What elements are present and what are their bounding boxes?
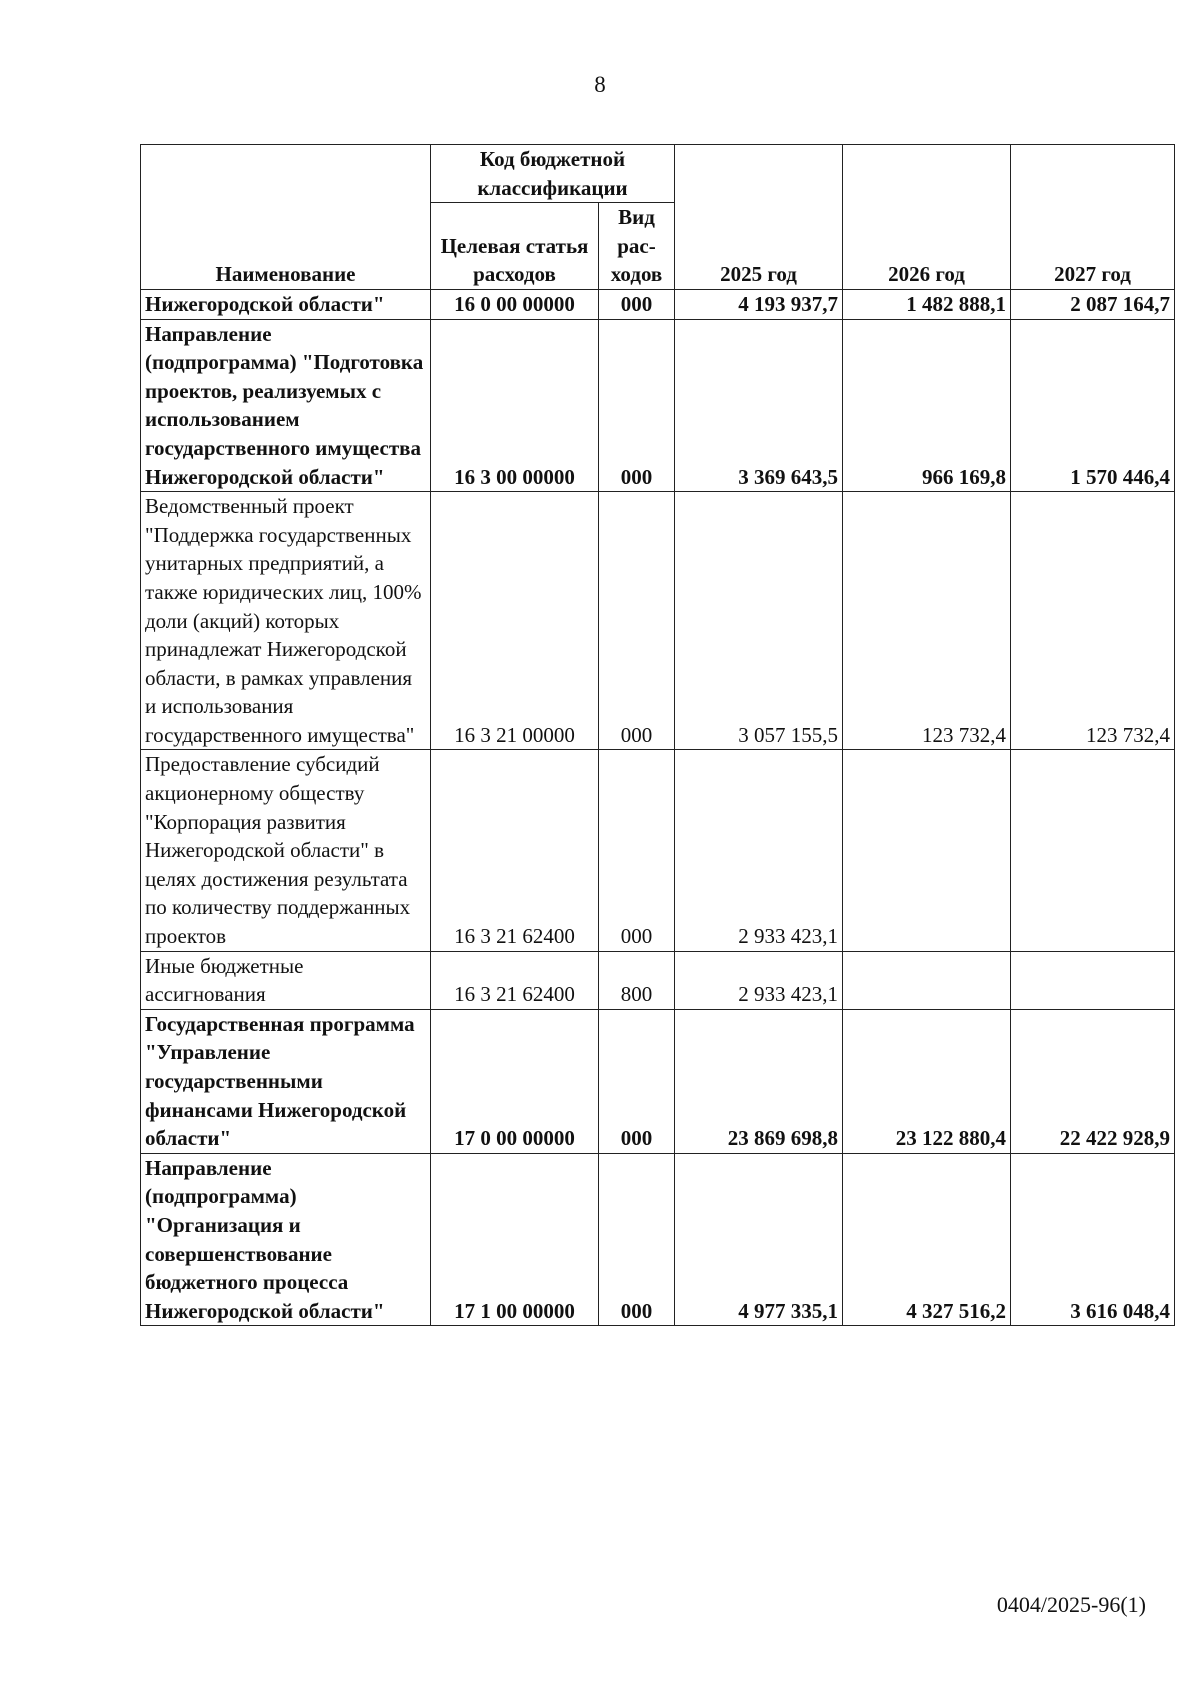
row-name: Нижегородской области" <box>141 289 431 319</box>
row-type-code: 000 <box>599 750 675 951</box>
table-row <box>141 1009 1175 1153</box>
table-row <box>141 319 1175 492</box>
row-2025: 4 977 335,1 <box>675 1153 843 1326</box>
row-type-code: 000 <box>599 1153 675 1326</box>
row-name: Иные бюджетные ассигнования <box>141 951 431 1009</box>
row-2027: 2 087 164,7 <box>1011 289 1175 319</box>
row-2025: 3 057 155,5 <box>675 492 843 750</box>
row-2027: 3 616 048,4 <box>1011 1153 1175 1326</box>
row-2027 <box>1011 951 1175 1009</box>
row-2025: 2 933 423,1 <box>675 750 843 951</box>
row-2025: 4 193 937,7 <box>675 289 843 319</box>
row-2026: 4 327 516,2 <box>843 1153 1011 1326</box>
header-2026: 2026 год <box>843 145 1011 290</box>
row-target-code: 16 0 00 00000 <box>431 289 599 319</box>
row-2026 <box>843 750 1011 951</box>
row-2025: 23 869 698,8 <box>675 1009 843 1153</box>
row-2025: 2 933 423,1 <box>675 951 843 1009</box>
table-row <box>141 492 1175 750</box>
page-number: 8 <box>594 72 606 97</box>
row-target-code: 17 0 00 00000 <box>431 1009 599 1153</box>
row-2025: 3 369 643,5 <box>675 319 843 492</box>
row-2027: 123 732,4 <box>1011 492 1175 750</box>
row-target-code: 16 3 00 00000 <box>431 319 599 492</box>
row-name: Направление (подпрограмма) "Подготовка проектов, реализуемых с использованием государственного имущества Нижегородской области" <box>141 319 431 492</box>
header-2027: 2027 год <box>1011 145 1175 290</box>
table-row <box>141 750 1175 951</box>
header-2025: 2025 год <box>675 145 843 290</box>
row-target-code: 16 3 21 62400 <box>431 951 599 1009</box>
row-2027: 1 570 446,4 <box>1011 319 1175 492</box>
document-code: 0404/2025-96(1) <box>996 1592 1146 1617</box>
row-2026: 123 732,4 <box>843 492 1011 750</box>
header-row-1 <box>141 145 1175 203</box>
row-type-code: 800 <box>599 951 675 1009</box>
row-2026: 1 482 888,1 <box>843 289 1011 319</box>
row-name: Направление (подпрограмма) "Организация и совершенствование бюджетного процесса Нижегородской области" <box>141 1153 431 1326</box>
row-target-code: 17 1 00 00000 <box>431 1153 599 1326</box>
table-row <box>141 1153 1175 1326</box>
row-name: Государственная программа "Управление государственными финансами Нижегородской области" <box>141 1009 431 1153</box>
row-name: Ведомственный проект "Поддержка государственных унитарных предприятий, а также юридических лиц, 100% доли (акций) которых принадлежат Нижегородской области, в рамках управления и использования государственного имущества" <box>141 492 431 750</box>
row-2026: 23 122 880,4 <box>843 1009 1011 1153</box>
row-type-code: 000 <box>599 1009 675 1153</box>
table-row <box>141 289 1175 319</box>
header-target-article: Целевая статья расходов <box>431 203 599 290</box>
row-2027: 22 422 928,9 <box>1011 1009 1175 1153</box>
row-type-code: 000 <box>599 492 675 750</box>
row-name: Предоставление субсидий акционерному обществу "Корпорация развития Нижегородской области" в целях достижения результата по количеству поддержанных проектов <box>141 750 431 951</box>
row-target-code: 16 3 21 00000 <box>431 492 599 750</box>
table-row <box>141 951 1175 1009</box>
row-2026: 966 169,8 <box>843 319 1011 492</box>
row-2026 <box>843 951 1011 1009</box>
header-code-group: Код бюджетной классификации <box>431 145 675 203</box>
row-target-code: 16 3 21 62400 <box>431 750 599 951</box>
budget-table <box>140 144 1175 1326</box>
row-type-code: 000 <box>599 319 675 492</box>
row-type-code: 000 <box>599 289 675 319</box>
header-expense-type: Вид рас-ходов <box>599 203 675 290</box>
row-2027 <box>1011 750 1175 951</box>
header-name: Наименование <box>141 145 431 290</box>
